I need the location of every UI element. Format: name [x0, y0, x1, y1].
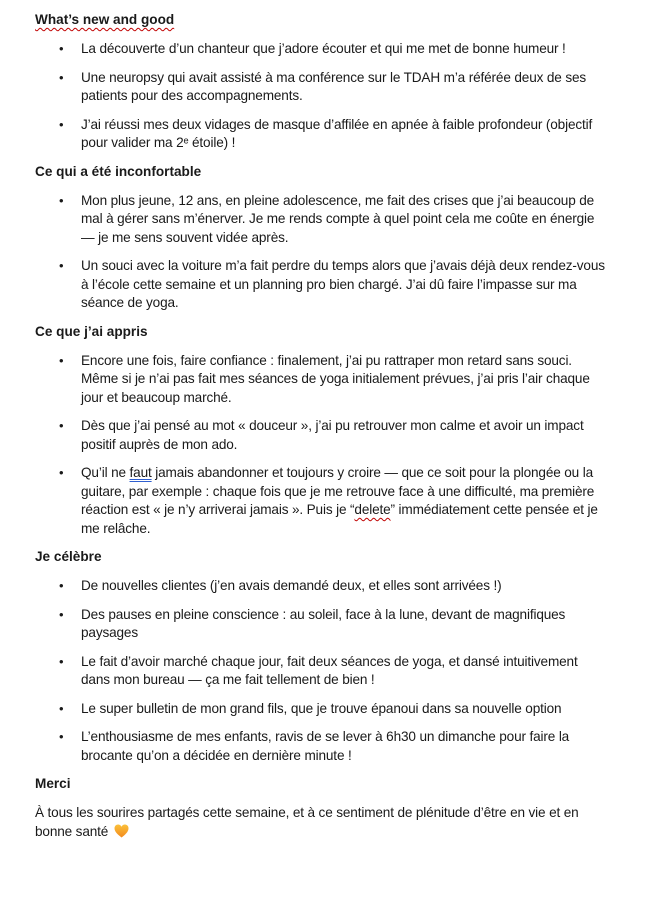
bullet-icon: •: [59, 465, 64, 480]
bullet-icon: •: [59, 606, 64, 622]
merci-paragraph: À tous les sourires partagés cette semaine, et à ce sentiment de plénitude d’être en vie et en bonne santé: [35, 805, 579, 839]
bullet-icon: •: [59, 653, 64, 669]
orange-heart-icon: [114, 824, 129, 838]
list-item: • Qu’il ne faut jamais abandonner et toujours y croire — que ce soit pour la plongée ou la guitare, par exemple : chaque fois que je me retrouve face à une difficulté, ma première réaction est « je n’y arriverai jamais ». Puis je “delete” immédiatement cette pensée et je me relâche.: [59, 465, 598, 536]
bullet-icon: •: [59, 729, 64, 744]
list-item: • Encore une fois, faire confiance : finalement, j’ai pu rattraper mon retard sans souci. Même si je n’ai pas fait mes séances de yoga initialement prévues, j’ai pris l’air chaque jour et beaucoup marché.: [59, 352, 590, 405]
bullet-icon: •: [59, 418, 64, 433]
bullet-icon: •: [59, 578, 64, 593]
bullet-icon: •: [59, 700, 64, 716]
list-item: • J’ai réussi mes deux vidages de masque d’affilée en apnée à faible profondeur (objectif pour valider ma 2ᵉ étoile) !: [59, 116, 593, 150]
bullet-icon: •: [59, 41, 64, 56]
list-item: • Mon plus jeune, 12 ans, en pleine adolescence, me fait des crises que j’ai beaucoup de mal à gérer sans m’énerver. Je me rends compte à quel point cela me coûte en énergie — je me sens souvent vidée après.: [59, 192, 595, 245]
whats-new-list: [35, 40, 610, 153]
appris-list: [35, 352, 610, 539]
bullet-icon: •: [59, 258, 64, 273]
list-item: • Dès que j’ai pensé au mot « douceur », j’ai pu retrouver mon calme et avoir un impact positif auprès de mon ado.: [59, 418, 584, 452]
bullet-icon: •: [59, 352, 64, 368]
list-item: • De nouvelles clientes (j’en avais demandé deux, et elles sont arrivées !): [35, 577, 610, 596]
celebre-list: [35, 577, 610, 765]
list-item: • L’enthousiasme de mes enfants, ravis de se lever à 6h30 un dimanche pour faire la brocante qu’on a décidée en dernière minute !: [59, 729, 570, 763]
section-heading-whats-new: What’s new and good: [35, 12, 175, 27]
list-item: • Une neuropsy qui avait assisté à ma conférence sur le TDAH m’a référée deux de ses patients pour des accompagnements.: [59, 69, 587, 103]
list-item: • Des pauses en pleine conscience : au soleil, face à la lune, devant de magnifiques paysages: [59, 606, 566, 640]
spelling-flagged-word[interactable]: delete: [354, 502, 391, 517]
section-heading-inconfortable: Ce qui a été inconfortable: [35, 163, 202, 179]
list-item: • Le fait d’avoir marché chaque jour, fait deux séances de yoga, et dansé intuitivement dans mon bureau — ça me fait tellement de bien !: [59, 653, 578, 687]
bullet-icon: •: [59, 69, 64, 85]
list-item: • Un souci avec la voiture m’a fait perdre du temps alors que j’avais déjà deux rendez-vous à l’école cette semaine et un planning pro bien chargé. J’ai dû faire l’impasse sur ma séance de yoga.: [59, 258, 605, 310]
bullet-icon: •: [59, 192, 64, 208]
section-heading-celebre: Je célèbre: [35, 549, 102, 564]
bullet-icon: •: [59, 116, 64, 132]
section-heading-merci: Merci: [35, 776, 71, 791]
section-heading-appris: Ce que j’ai appris: [35, 323, 148, 339]
grammar-flagged-word[interactable]: faut: [129, 465, 152, 480]
list-item: • La découverte d’un chanteur que j’adore écouter et qui me met de bonne humeur !: [35, 40, 610, 59]
inconfortable-list: [35, 192, 610, 313]
list-item: • Le super bulletin de mon grand fils, que je trouve épanoui dans sa nouvelle option: [35, 700, 610, 719]
